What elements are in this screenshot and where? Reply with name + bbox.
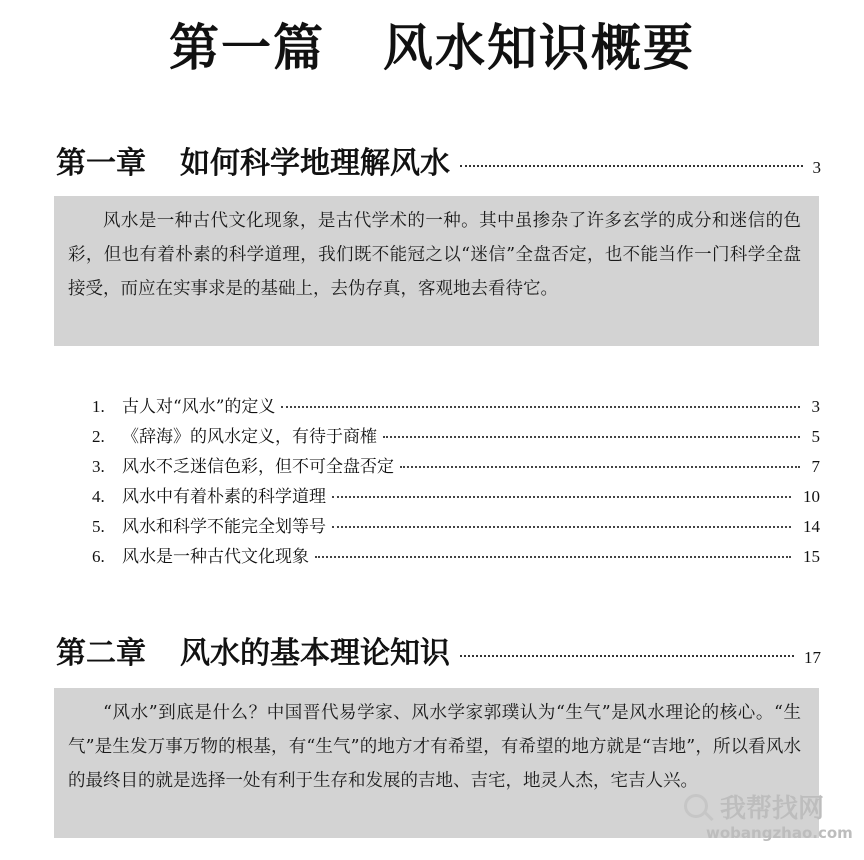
entry-title: 《辞海》的风水定义，有待于商榷 (122, 427, 377, 447)
toc-entry[interactable] (92, 482, 820, 512)
entry-page-number: 15 (803, 547, 820, 566)
entry-page-number: 5 (811, 427, 820, 446)
chapter-page-number: 3 (812, 158, 821, 177)
chapter-label: 第二章 (56, 636, 146, 671)
dot-leader (332, 525, 791, 528)
entry-title: 风水和科学不能完全划等号 (122, 517, 326, 537)
entry-page-number: 3 (811, 397, 820, 416)
entry-title: 风水是一种古代文化现象 (122, 547, 309, 567)
entry-number: 5. (92, 517, 105, 536)
entry-title: 古人对“风水”的定义 (122, 397, 276, 417)
entry-title: 风水中有着朴素的科学道理 (122, 487, 326, 507)
chapter-2-summary: “风水”到底是什么？中国晋代易学家、风水学家郭璞认为“生气”是风水理论的核心。“生气”是生发万事万物的根基，有“生气”的地方才有希望，有希望的地方就是“吉地”，所以看风水的最终目的就是选择一处有利于生存和发展的吉地、吉宅，地灵人杰，宅吉人兴。 (54, 688, 819, 838)
toc-entry[interactable] (92, 422, 820, 452)
toc-entry[interactable] (92, 542, 820, 572)
watermark-text: 我帮找网 (720, 794, 825, 824)
dot-leader (460, 164, 803, 167)
dot-leader (383, 435, 800, 438)
part-label: 第一篇 (169, 18, 325, 77)
part-title (0, 8, 864, 80)
entry-page-number: 14 (803, 517, 820, 536)
toc-entry-list (92, 392, 820, 572)
toc-chapter-2[interactable] (56, 628, 821, 672)
toc-entry[interactable] (92, 512, 820, 542)
part-name: 风水知识概要 (383, 18, 695, 77)
site-watermark (684, 788, 854, 848)
dot-leader (460, 654, 794, 657)
dot-leader (400, 465, 800, 468)
toc-chapter-1[interactable] (56, 138, 821, 182)
chapter-title: 风水的基本理论知识 (180, 636, 450, 671)
chapter-1-summary: 风水是一种古代文化现象，是古代学术的一种。其中虽掺杂了许多玄学的成分和迷信的色彩，但也有着朴素的科学道理，我们既不能冠之以“迷信”全盘否定，也不能当作一门科学全盘接受，而应在实事求是的基础上，去伪存真，客观地去看待它。 (54, 196, 819, 346)
dot-leader (315, 555, 791, 558)
magnifier-icon (684, 794, 708, 818)
toc-entry[interactable] (92, 392, 820, 422)
dot-leader (332, 495, 791, 498)
entry-title: 风水不乏迷信色彩，但不可全盘否定 (122, 457, 394, 477)
toc-entry[interactable] (92, 452, 820, 482)
entry-number: 4. (92, 487, 105, 506)
entry-number: 6. (92, 547, 105, 566)
dot-leader (281, 405, 799, 408)
entry-page-number: 10 (803, 487, 820, 506)
entry-page-number: 7 (811, 457, 820, 476)
entry-number: 2. (92, 427, 105, 446)
chapter-page-number: 17 (804, 648, 821, 667)
chapter-title: 如何科学地理解风水 (180, 146, 450, 181)
chapter-label: 第一章 (56, 146, 146, 181)
watermark-url: wobangzhao.com (706, 824, 853, 842)
entry-number: 3. (92, 457, 105, 476)
entry-number: 1. (92, 397, 105, 416)
